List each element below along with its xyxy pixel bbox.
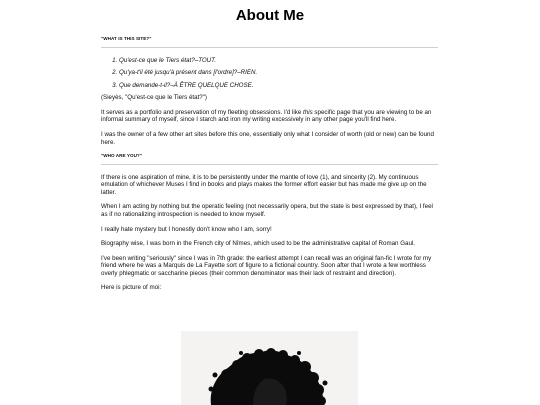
attribution-text: (Sieyès, "Qu'est-ce que le Tiers état?") bbox=[101, 94, 207, 102]
main-content bbox=[101, 36, 438, 299]
emphasis-text: this bbox=[303, 108, 313, 116]
section-heading-what: "WHAT IS THIS SITE?" bbox=[101, 36, 152, 41]
paragraph-operatic: When I am acting by nothing but the operatic feeling (not necessarily opera, but the state is best expressed by that), I feel as if no rationalizing introspection is needed to know myself. bbox=[101, 203, 433, 218]
paragraph-biography: Biography wise, I was born in the French city of Nîmes, which used to be the administrative capital of Roman Gaul. bbox=[101, 240, 415, 248]
paragraph-text: specific page that you are viewing to be an informal summary of myself, since I starch and iron my writing excessively in any other page you'll find here. bbox=[101, 108, 432, 124]
paragraph-text: It serves as a portfolio and preservation of my fleeting obsessions. I'd like bbox=[101, 108, 304, 116]
paragraph-portfolio bbox=[101, 109, 438, 124]
quote-list bbox=[101, 57, 438, 90]
paragraph-picture-intro: Here is picture of moi: bbox=[101, 284, 162, 292]
paragraph-writing: I've been writing "seriously" since I was in 7th grade: the earliest attempt I can recall was an original fan-fic I wrote for my friend where he was a Marquis de La Fayette sort of figure to a fictional country. Soon after that I wrote a few worthless overly phlegmatic or saccharine pieces (their common denominator was their lack of restraint and direction). bbox=[101, 254, 432, 277]
portrait-image bbox=[181, 331, 358, 405]
divider bbox=[101, 47, 438, 48]
profile-photo bbox=[181, 331, 358, 405]
divider bbox=[101, 164, 438, 165]
list-item: 1. Qu'est-ce que le Tiers état?–TOUT. bbox=[119, 57, 438, 65]
section-heading-who: "WHO ARE YOU?" bbox=[101, 153, 143, 159]
paragraph-other-sites: I was the owner of a few other art sites before this one, essentially only what I consider of worth (old or new) can be found here. bbox=[101, 130, 434, 146]
list-item: 2. Qu'ya-t'il été jusqu'à présent dans [l'ordre]?–RIEN. bbox=[119, 69, 438, 77]
paragraph-mystery: I really hate mystery but I honestly don't know who I am, sorry! bbox=[101, 225, 272, 233]
list-item: 3. Que demande-t-il?–À ÊTRE QUELQUE CHOSE. bbox=[119, 82, 438, 90]
paragraph-aspiration: If there is one aspiration of mine, it is to be persistently under the mantle of love (1), and sincerity (2). My continuous emulation of whichever Muses I find in books and plays makes the former effort easier but has made me give up on the latter. bbox=[101, 173, 427, 196]
page-title: About Me bbox=[235, 7, 305, 24]
